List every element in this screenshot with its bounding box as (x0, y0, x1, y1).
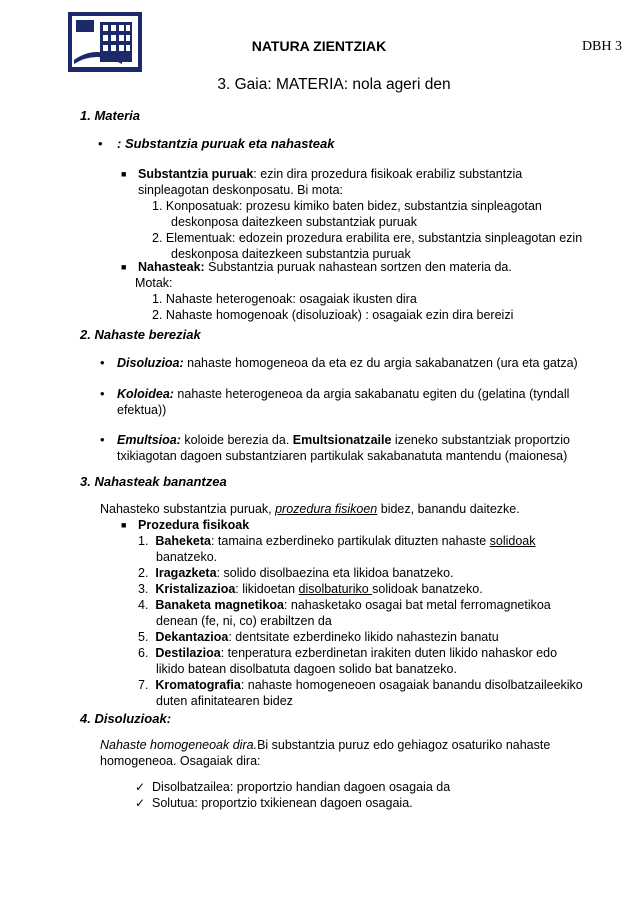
bullet-icon: • (100, 355, 105, 370)
list-item-continued: likido batean disolbatuta dagoen solido bat banatzeko. (156, 662, 457, 676)
course-label: DBH 3 (581, 39, 622, 54)
list-item-continued: denean (fe, ni, co) erabiltzen da (156, 614, 332, 628)
special-mixture-item: Disoluzioa: nahaste homogeneoa da eta ez du argia sakabanatzen (ura eta gatza) (117, 356, 578, 370)
pure-types-list (152, 198, 582, 262)
section-heading: 1. Materia (80, 108, 140, 123)
list-item: ✓ Disolbatzailea: proportzio handian dagoen osagaia da (135, 780, 451, 794)
section-heading: 2. Nahaste bereziak (80, 327, 201, 342)
list-item: 1. Nahaste heterogenoak: osagaiak ikusten dira (152, 292, 417, 306)
mixture-types-list (152, 291, 513, 323)
list-item: 5. Dekantazioa: dentsitate ezberdineko likido nahastezin banatu (138, 630, 499, 644)
special-mixture-item: Emultsioa: koloide berezia da. Emultsionatzaile izeneko substantziak proportzio txikiagotan dagoen substantziaren partikulak sakabanatuta mantendu (maionesa) (117, 433, 571, 463)
special-mixture-item: Koloidea: nahaste heterogeneoa da argia sakabanatu egiten du (gelatina (tyndall efektua)) (117, 387, 570, 417)
list-item-continued: deskonposa daitezkeen substantziak puruak (171, 215, 417, 229)
solution-components-list (135, 779, 450, 811)
list-item: 2. Elementuak: edozein prozedura erabilita ere, substantzia sinpleagotan ezin (152, 231, 583, 245)
square-bullet-icon: ■ (121, 262, 127, 272)
section-heading: 3. Nahasteak banantzea (80, 474, 227, 489)
bullet-icon: • (100, 386, 105, 401)
list-item: 1. Konposatuak: prozesu kimiko baten bidez, substantzia sinpleagotan (152, 199, 542, 213)
types-label: Motak: (135, 276, 173, 290)
list-item-continued: banatzeko. (156, 550, 218, 564)
separation-intro: Nahasteko substantzia puruak, prozedura fisikoen bidez, banandu daitezke. (100, 502, 520, 516)
list-item: 1. Baheketa: tamaina ezberdineko partikulak dituzten nahaste solidoak (138, 534, 536, 548)
procedures-heading: Prozedura fisikoak (138, 518, 250, 532)
topic-title: 3. Gaia: MATERIA: nola ageri den (217, 76, 451, 93)
procedures-list (138, 533, 583, 709)
list-item: 2. Nahaste homogenoak (disoluzioak) : osagaiak ezin dira bereizi (152, 308, 514, 322)
bullet-icon: • (100, 432, 105, 447)
list-item-continued: duten afinitatearen bidez (156, 694, 293, 708)
list-item: 4. Banaketa magnetikoa: nahasketako osagai bat metal ferromagnetikoa (138, 598, 551, 612)
list-item: ✓ Solutua: proportzio txikienean dagoen osagaia. (135, 796, 413, 810)
subject-title: NATURA ZIENTZIAK (251, 38, 387, 54)
subsection-heading: : Substantzia puruak eta nahasteak (117, 136, 335, 151)
list-item: 7. Kromatografia: nahaste homogeneoen osagaiak banandu disolbatzaileekiko (138, 678, 583, 692)
checkmark-icon: ✓ (135, 780, 146, 794)
list-item: 6. Destilazioa: tenperatura ezberdinetan irakiten duten likido nahaskor edo (138, 646, 558, 660)
list-item-continued: deskonposa daitezkeen substantzia puruak (171, 247, 411, 261)
list-item: 2. Iragazketa: solido disolbaezina eta likidoa banatzeko. (138, 566, 454, 580)
square-bullet-icon: ■ (121, 169, 127, 179)
list-item: 3. Kristalizazioa: likidoetan disolbaturiko solidoak banatzeko. (138, 582, 483, 596)
section-heading: 4. Disoluzioak: (80, 711, 172, 726)
pure-substances-definition: Substantzia puruak: ezin dira prozedura fisikoak erabiliz substantzia sinpleagotan deskonposatu. Bi mota: (138, 167, 523, 197)
checkmark-icon: ✓ (135, 796, 146, 810)
bullet-icon: • (98, 136, 103, 151)
square-bullet-icon: ■ (121, 520, 127, 530)
mixtures-definition: Nahasteak: Substantzia puruak nahastean sortzen den materia da. (138, 260, 512, 274)
solutions-intro: Nahaste homogeneoak dira.Bi substantzia puruz edo gehiagoz osaturiko nahaste homogeneoa. Osagaiak dira: (100, 738, 551, 768)
